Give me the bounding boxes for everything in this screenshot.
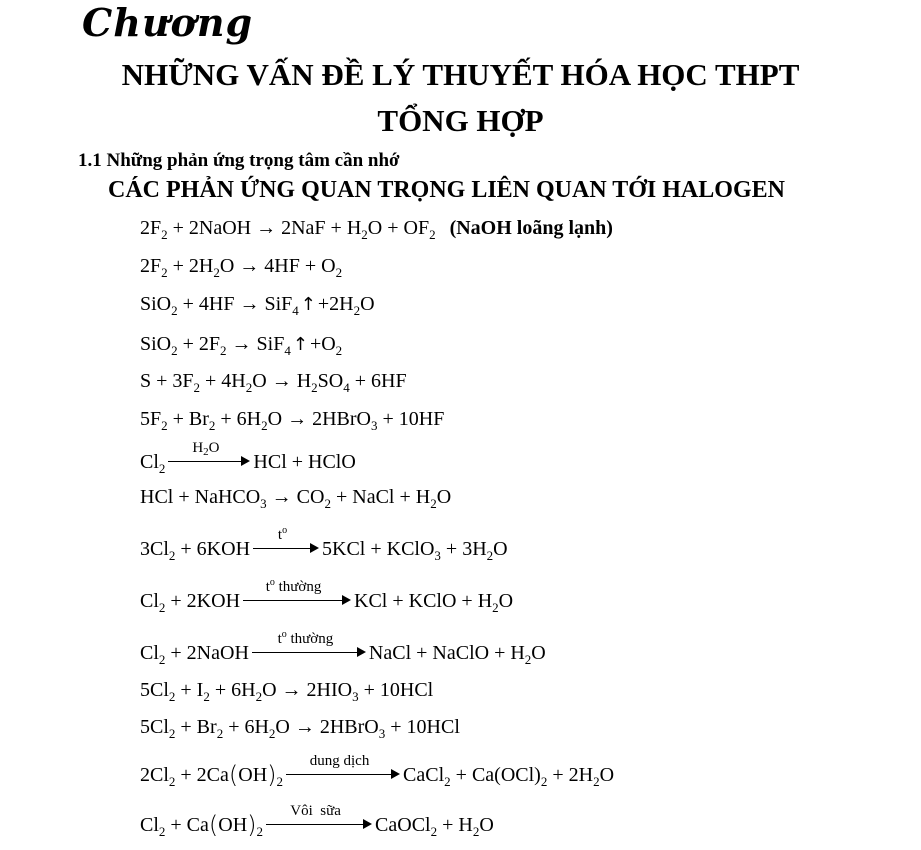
equation-5: $S + 3F_2 + 4H_2O \to H_2SO_4 + 6HF$ xyxy=(140,370,407,395)
equation-7: $Cl_2$ $H_2O$ HCl + HClO xyxy=(140,440,356,476)
page-title-line-2: TỔNG HỢP xyxy=(377,103,544,138)
condition-lime-milk: Vôi sữa xyxy=(290,803,341,819)
equation-12: $5Cl_2 + I_2 + 6H_2O \to 2HIO_3 + 10HCl$ xyxy=(140,679,434,704)
reaction-arrow xyxy=(266,803,372,831)
equation-8: HCl + NaHCO$_3$ → $CO_2$ + NaCl + $H_2O$ xyxy=(140,486,452,511)
reaction-arrow xyxy=(252,629,366,659)
equation-11: $Cl_2$ + 2NaOH $t^o$ thường NaCl + NaClO + $H_2O$ xyxy=(140,629,546,667)
gas-up-arrow-icon: ↑ xyxy=(300,294,316,315)
equation-15: $Cl_2 + Ca(OH)_2$ Vôi sữa CaOCl$_2$ + $H_2O$ xyxy=(140,803,494,839)
equation-3: SiO$_2$ + 4HF → SiF$_4$ ↑ $+2H_2O$ xyxy=(140,293,375,318)
chapter-heading: Chương xyxy=(82,0,254,45)
condition-heat-room-temp: $t^o$ thường xyxy=(265,577,322,595)
condition-heat-room-temp: $t^o$ thường xyxy=(277,629,334,647)
condition-water: $H_2O$ xyxy=(192,440,220,458)
equation-2: $2F_2 + 2H_2O \to 4HF + O_2$ xyxy=(140,255,343,280)
equation-14: $2Cl_2 + 2Ca(OH)_2$ dung dịch CaCl$_2$ + $Ca(OCl)_2 + 2H_2O$ xyxy=(140,753,615,789)
reaction-arrow xyxy=(168,440,250,468)
section-heading: CÁC PHẢN ỨNG QUAN TRỌNG LIÊN QUAN TỚI HALOGEN xyxy=(108,177,785,203)
subsection-heading: 1.1 Những phản ứng trọng tâm cần nhớ xyxy=(78,150,400,171)
equation-9: $3Cl_2 + 6KOH$ $t^o$ 5KCl + KClO$_3$ + $3H_2O$ xyxy=(140,525,508,563)
page-title-line-1: NHỮNG VẤN ĐỀ LÝ THUYẾT HÓA HỌC THPT xyxy=(121,57,800,92)
condition-heat: $t^o$ xyxy=(277,525,288,543)
reaction-arrow xyxy=(253,525,319,555)
equation-4: $SiO_2 + 2F_2 \to SiF_4$ ↑ $+O_2$ xyxy=(140,333,343,358)
equation-13: $5Cl_2 + Br_2 + 6H_2O$ → 2HBrO$_3$ + 10HCl xyxy=(140,716,460,741)
reaction-arrow xyxy=(243,577,351,607)
equation-1-note: (NaOH loãng lạnh) xyxy=(449,217,613,239)
equation-10: $Cl_2 + 2KOH$ $t^o$ thường KCl + KClO + $H_2O$ xyxy=(140,577,514,615)
equation-6: $5F_2 + Br_2 + 6H_2O$ → 2HBrO$_3$ + 10HF xyxy=(140,408,445,433)
condition-solution: dung dịch xyxy=(309,753,370,769)
equation-1: $2F_2$ + 2NaOH → $2NaF + H_2O + OF_2$ (NaOH loãng lạnh) xyxy=(140,217,613,242)
reaction-arrow xyxy=(286,753,400,781)
gas-up-arrow-icon: ↑ xyxy=(292,334,308,355)
